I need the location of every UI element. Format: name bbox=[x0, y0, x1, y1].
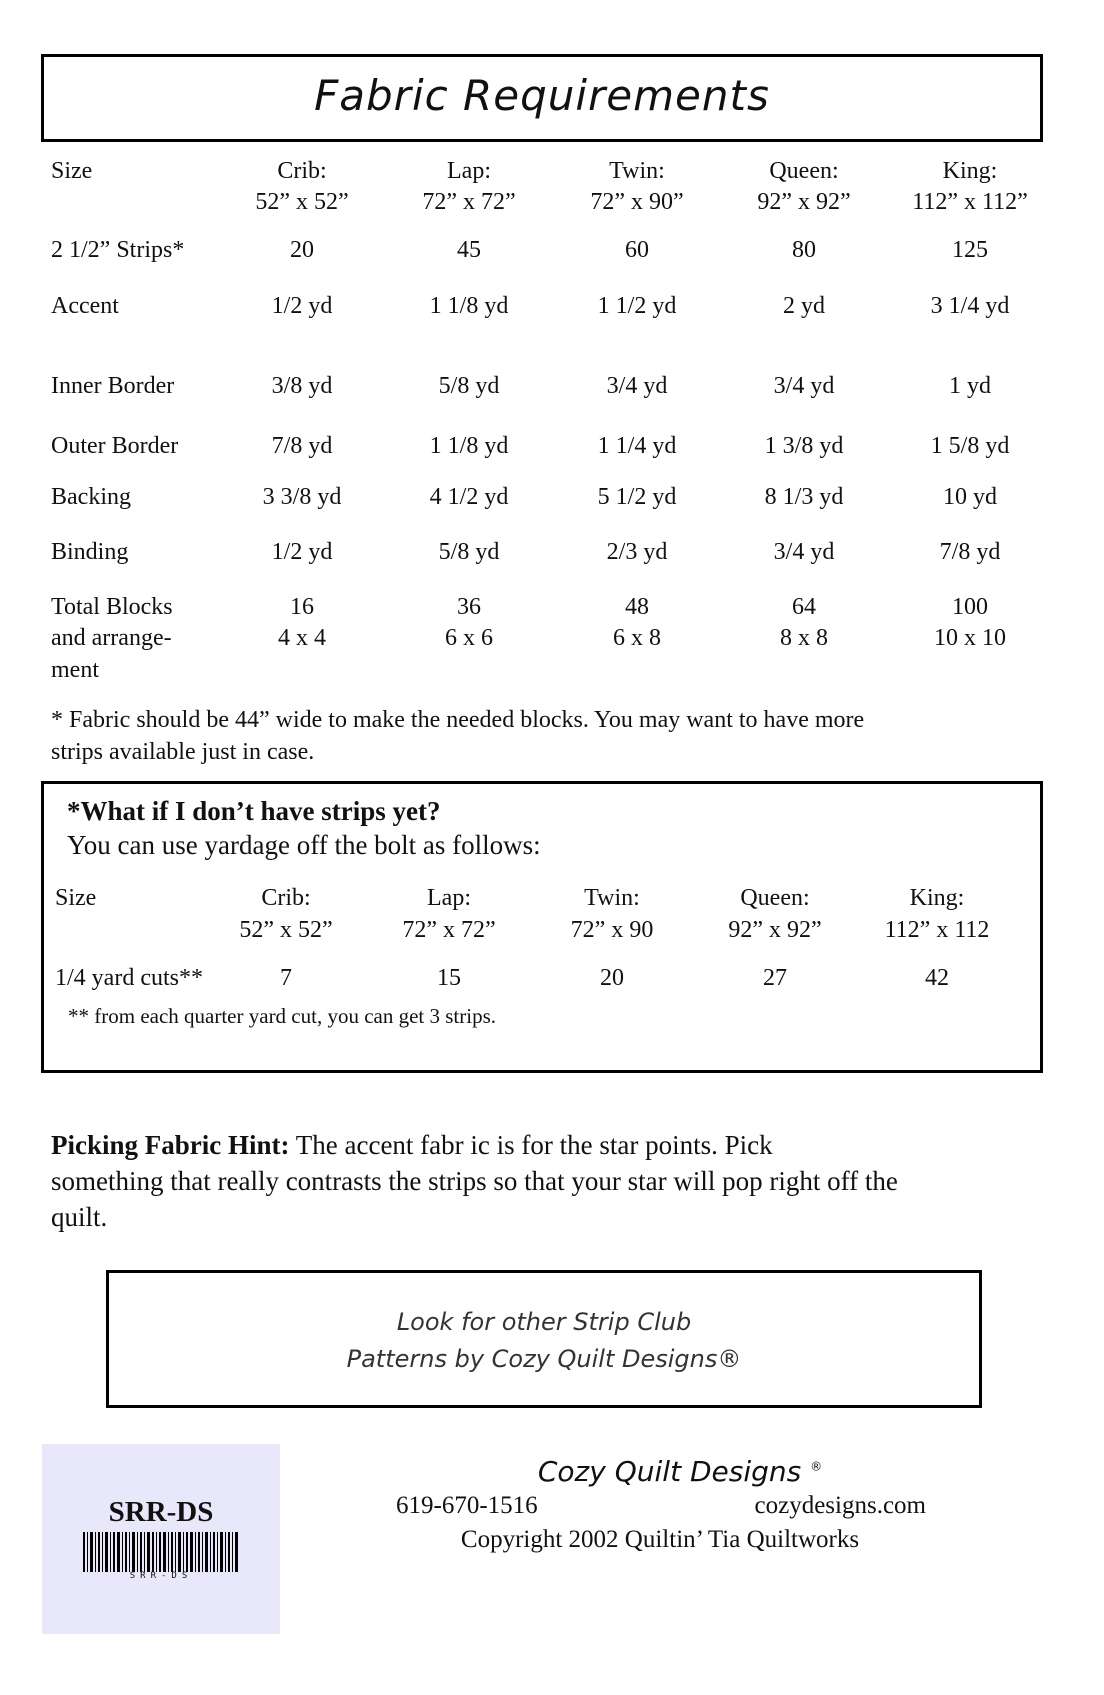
yardage-size-label: Size bbox=[55, 885, 97, 911]
size-name: Twin: bbox=[584, 885, 640, 911]
hint-text: something that really contrasts the strips so that your star will pop right off the bbox=[51, 1166, 898, 1196]
row-value: 125 bbox=[952, 237, 988, 263]
size-dims: 92” x 92” bbox=[728, 917, 822, 943]
product-sku: SRR-DS bbox=[108, 1496, 214, 1528]
row-value: 1 1/2 yd bbox=[597, 293, 677, 319]
size-dims: 92” x 92” bbox=[757, 189, 851, 215]
barcode-panel bbox=[42, 1444, 280, 1634]
row-value: 3/4 yd bbox=[606, 373, 668, 399]
blocks-label: Total Blocks bbox=[51, 594, 173, 620]
size-name: Queen: bbox=[740, 885, 810, 911]
cuts-value: 27 bbox=[763, 965, 787, 991]
promo-line: Look for other Strip Club bbox=[396, 1308, 692, 1336]
row-value: 1/2 yd bbox=[271, 539, 333, 565]
row-value: 1 1/8 yd bbox=[429, 433, 509, 459]
row-value: 5 1/2 yd bbox=[597, 484, 677, 510]
row-value: 20 bbox=[290, 237, 314, 263]
company-name-row bbox=[380, 1455, 940, 1488]
row-value: 1 yd bbox=[949, 373, 991, 399]
row-value: 3/8 yd bbox=[271, 373, 333, 399]
row-label: Backing bbox=[51, 484, 131, 510]
size-name: Crib: bbox=[277, 158, 327, 184]
row-label: Outer Border bbox=[51, 433, 179, 459]
barcode-text: SRR-DS bbox=[129, 1571, 193, 1581]
size-dims: 72” x 90 bbox=[570, 917, 654, 943]
blocks-arrangement: 6 x 6 bbox=[445, 625, 493, 651]
registered-mark: ® bbox=[810, 1459, 823, 1474]
row-value: 45 bbox=[457, 237, 481, 263]
hint-text: The accent fabr ic is for the star points. Pick bbox=[289, 1130, 773, 1160]
size-dims: 112” x 112” bbox=[912, 189, 1028, 215]
size-name: Queen: bbox=[769, 158, 839, 184]
blocks-label: ment bbox=[51, 657, 99, 683]
cuts-value: 7 bbox=[280, 965, 292, 991]
row-label: 2 1/2” Strips* bbox=[51, 237, 185, 263]
size-dims: 52” x 52” bbox=[255, 189, 349, 215]
fabric-hint bbox=[51, 1127, 1051, 1235]
company-website[interactable]: cozydesigns.com bbox=[754, 1492, 926, 1519]
fabric-note bbox=[51, 704, 1051, 768]
size-dims: 72” x 72” bbox=[422, 189, 516, 215]
blocks-total: 100 bbox=[952, 594, 988, 620]
row-value: 3/4 yd bbox=[773, 539, 835, 565]
fabric-note-line: * Fabric should be 44” wide to make the needed blocks. You may want to have more bbox=[51, 707, 865, 733]
row-value: 2 yd bbox=[783, 293, 825, 319]
size-label: Size bbox=[51, 158, 93, 184]
row-value: 7/8 yd bbox=[271, 433, 333, 459]
title-box bbox=[41, 54, 1043, 142]
row-value: 8 1/3 yd bbox=[764, 484, 844, 510]
row-value: 3/4 yd bbox=[773, 373, 835, 399]
row-value: 3 1/4 yd bbox=[930, 293, 1010, 319]
promo-box bbox=[106, 1270, 982, 1408]
row-value: 1 5/8 yd bbox=[930, 433, 1010, 459]
row-value: 5/8 yd bbox=[438, 373, 500, 399]
row-value: 2/3 yd bbox=[606, 539, 668, 565]
size-name: King: bbox=[942, 158, 998, 184]
row-label: Binding bbox=[51, 539, 129, 565]
row-label: Inner Border bbox=[51, 373, 175, 399]
blocks-arrangement: 4 x 4 bbox=[278, 625, 326, 651]
row-value: 1/2 yd bbox=[271, 293, 333, 319]
yardage-footnote: ** from each quarter yard cut, you can get 3 strips. bbox=[68, 1004, 497, 1028]
cuts-value: 15 bbox=[437, 965, 461, 991]
promo-line: Patterns by Cozy Quilt Designs® bbox=[346, 1345, 742, 1373]
row-value: 10 yd bbox=[943, 484, 997, 510]
blocks-label: and arrange- bbox=[51, 625, 172, 651]
barcode-icon bbox=[83, 1532, 239, 1572]
size-name: Twin: bbox=[609, 158, 665, 184]
size-dims: 72” x 90” bbox=[590, 189, 684, 215]
row-value: 80 bbox=[792, 237, 816, 263]
cuts-value: 20 bbox=[600, 965, 624, 991]
size-dims: 72” x 72” bbox=[402, 917, 496, 943]
row-value: 3 3/8 yd bbox=[262, 484, 342, 510]
row-value: 4 1/2 yd bbox=[429, 484, 509, 510]
size-dims: 112” x 112 bbox=[884, 917, 990, 943]
row-value: 1 1/4 yd bbox=[597, 433, 677, 459]
yardage-subtitle: You can use yardage off the bolt as follows: bbox=[67, 830, 541, 860]
size-name: Crib: bbox=[261, 885, 311, 911]
yardage-box bbox=[41, 781, 1043, 1073]
row-value: 1 3/8 yd bbox=[764, 433, 844, 459]
blocks-arrangement: 6 x 8 bbox=[613, 625, 661, 651]
row-value: 5/8 yd bbox=[438, 539, 500, 565]
blocks-total: 36 bbox=[457, 594, 481, 620]
cuts-label: 1/4 yard cuts** bbox=[55, 965, 203, 991]
row-value: 60 bbox=[625, 237, 649, 263]
copyright: Copyright 2002 Quiltin’ Tia Quiltworks bbox=[460, 1526, 860, 1553]
row-value: 7/8 yd bbox=[939, 539, 1001, 565]
size-dims: 52” x 52” bbox=[239, 917, 333, 943]
company-name: Cozy Quilt Designs bbox=[537, 1455, 802, 1488]
blocks-total: 64 bbox=[792, 594, 816, 620]
fabric-note-line: strips available just in case. bbox=[51, 739, 315, 765]
yardage-question: *What if I don’t have strips yet? bbox=[67, 796, 441, 826]
size-name: Lap: bbox=[427, 885, 471, 911]
blocks-total: 48 bbox=[625, 594, 649, 620]
size-name: King: bbox=[909, 885, 965, 911]
cuts-value: 42 bbox=[925, 965, 949, 991]
company-info bbox=[380, 1455, 940, 1554]
row-label: Accent bbox=[51, 293, 119, 319]
blocks-arrangement: 8 x 8 bbox=[780, 625, 828, 651]
hint-label: Picking Fabric Hint: bbox=[51, 1130, 290, 1160]
blocks-arrangement: 10 x 10 bbox=[934, 625, 1006, 651]
hint-text: quilt. bbox=[51, 1202, 108, 1232]
row-value: 1 1/8 yd bbox=[429, 293, 509, 319]
blocks-total: 16 bbox=[290, 594, 314, 620]
size-name: Lap: bbox=[447, 158, 491, 184]
contact-row bbox=[380, 1492, 940, 1526]
company-phone: 619-670-1516 bbox=[396, 1492, 538, 1519]
page-title: Fabric Requirements bbox=[314, 71, 770, 120]
